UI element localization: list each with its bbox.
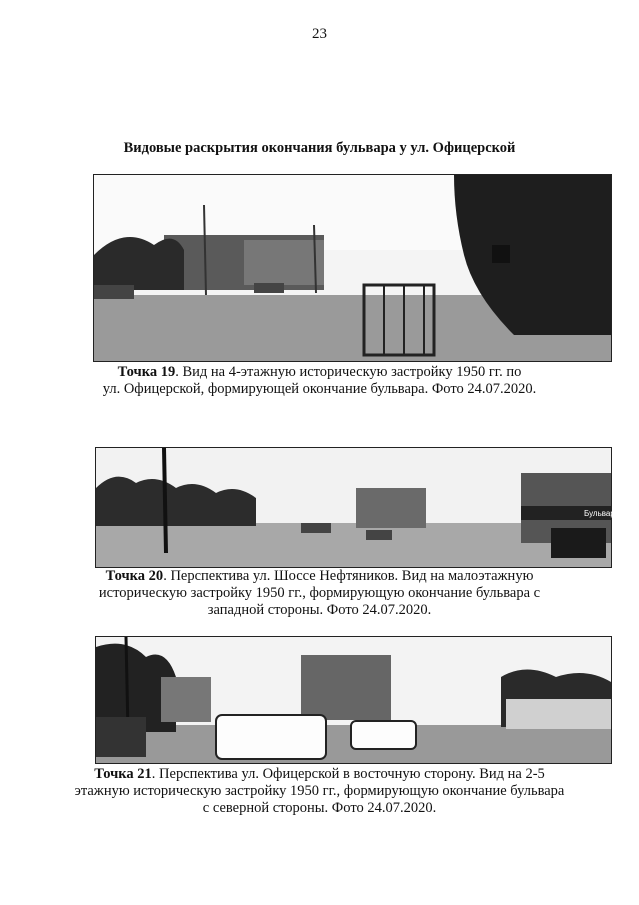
sign-bulvar: Бульвар xyxy=(584,509,615,518)
page-heading: Видовые раскрытия окончания бульвара у ул. Офицерской xyxy=(123,140,516,156)
caption-point-20-line2: историческую застройку 1950 гг., формирующую окончание бульвара с xyxy=(98,585,541,601)
caption-point-21-line3: с северной стороны. Фото 24.07.2020. xyxy=(202,800,437,816)
caption-point-21 xyxy=(40,766,599,817)
caption-point-19-line2: ул. Офицерской, формирующей окончание бульвара. Фото 24.07.2020. xyxy=(102,381,537,397)
photo-point-20 xyxy=(95,447,615,568)
caption-point-21-line1: Точка 21. Перспектива ул. Офицерской в восточную сторону. Вид на 2-5 xyxy=(94,766,545,782)
caption-point-19 xyxy=(60,364,579,398)
point-20-label: Точка 20 xyxy=(105,568,164,584)
caption-point-20-line1: Точка 20. Перспектива ул. Шоссе Нефтяников. Вид на малоэтажную xyxy=(105,568,534,584)
photo-point-20-image xyxy=(96,448,615,567)
page-number: 23 xyxy=(312,26,327,42)
caption-point-20-line3: западной стороны. Фото 24.07.2020. xyxy=(207,602,432,618)
point-19-label: Точка 19 xyxy=(117,364,176,380)
caption-point-19-line1: Точка 19. Вид на 4-этажную историческую застройку 1950 гг. по xyxy=(117,364,522,380)
caption-point-20 xyxy=(60,568,579,619)
photo-point-21-image xyxy=(96,637,611,763)
photo-point-19 xyxy=(93,174,612,362)
point-21-label: Точка 21 xyxy=(94,766,152,782)
caption-point-21-line2: этажную историческую застройку 1950 гг., формирующую окончание бульвара xyxy=(74,783,565,799)
photo-point-21 xyxy=(95,636,612,764)
photo-point-19-image xyxy=(94,175,611,361)
